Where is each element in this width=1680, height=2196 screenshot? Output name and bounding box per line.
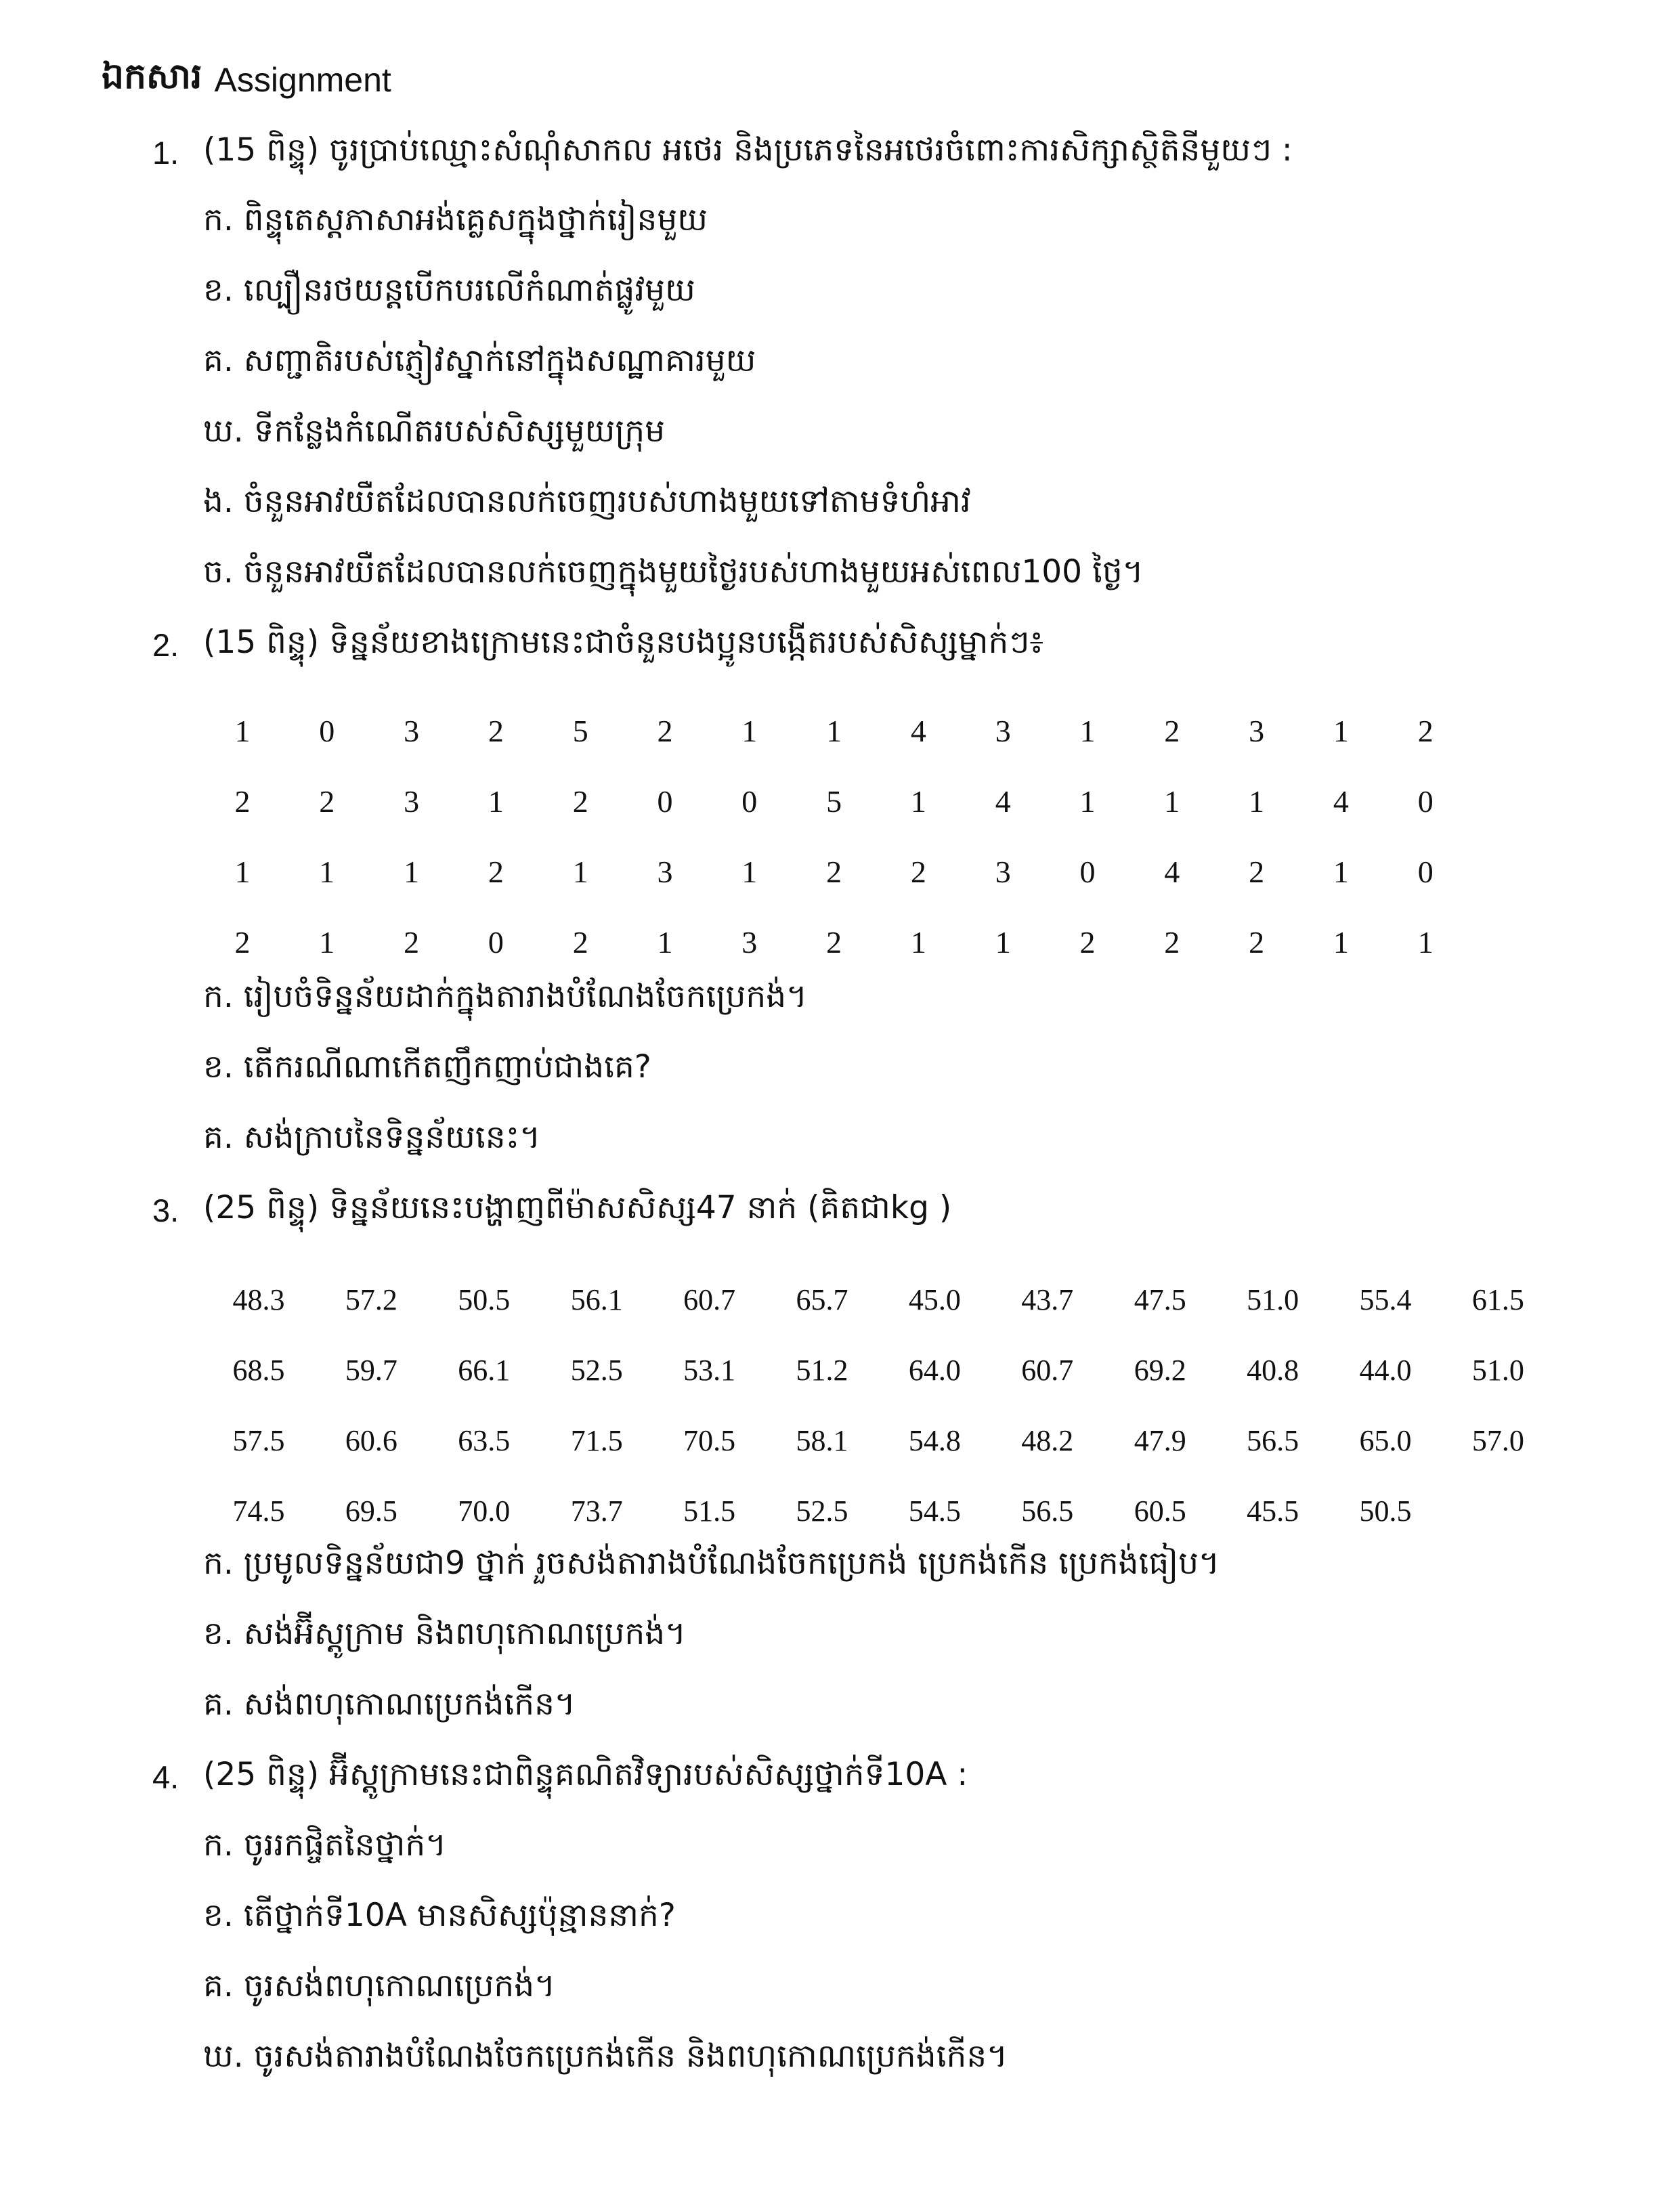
data-cell: 4 bbox=[910, 714, 926, 748]
data-cell: 54.8 bbox=[908, 1424, 961, 1457]
data-cell: 44.0 bbox=[1359, 1354, 1412, 1387]
question-2-title bbox=[152, 618, 1043, 672]
data-cell: 1 bbox=[234, 714, 251, 748]
data-cell: 3 bbox=[404, 714, 420, 748]
data-cell: 60.7 bbox=[1021, 1354, 1074, 1387]
data-cell: 56.5 bbox=[1247, 1424, 1299, 1457]
question-1-title bbox=[152, 125, 1293, 179]
heading-english: Assignment bbox=[214, 61, 391, 99]
question-1-number: 1. bbox=[152, 134, 179, 171]
data-cell: 2 bbox=[1164, 925, 1180, 960]
data-cell: 0 bbox=[1417, 784, 1434, 819]
data-cell: 48.2 bbox=[1021, 1424, 1074, 1457]
data-cell: 5 bbox=[572, 714, 588, 748]
data-cell: 1 bbox=[488, 784, 504, 819]
data-cell: 74.5 bbox=[232, 1494, 285, 1528]
data-cell: 56.1 bbox=[570, 1283, 623, 1316]
data-cell: 69.2 bbox=[1134, 1354, 1186, 1387]
data-cell: 64.0 bbox=[908, 1354, 961, 1387]
data-cell: 2 bbox=[319, 784, 335, 819]
data-cell: 65.0 bbox=[1359, 1424, 1412, 1457]
data-cell: 1 bbox=[910, 784, 926, 819]
data-cell: 2 bbox=[488, 714, 504, 748]
data-cell: 3 bbox=[995, 714, 1011, 748]
data-cell: 51.5 bbox=[683, 1494, 736, 1528]
data-cell: 1 bbox=[234, 855, 251, 889]
question-2-item: គ. សង់ក្រាបនៃទិន្នន័យនេះ។ bbox=[203, 1118, 541, 1156]
data-cell: 65.7 bbox=[796, 1283, 848, 1316]
question-3-data-grid bbox=[223, 1280, 1571, 1564]
data-cell: 2 bbox=[1249, 925, 1265, 960]
question-2-number: 2. bbox=[152, 626, 179, 663]
data-cell: 60.6 bbox=[345, 1424, 397, 1457]
data-cell: 1 bbox=[1079, 714, 1096, 748]
data-cell: 55.4 bbox=[1359, 1283, 1412, 1316]
data-cell: 48.3 bbox=[232, 1283, 285, 1316]
data-cell: 3 bbox=[741, 925, 758, 960]
data-cell: 2 bbox=[910, 855, 926, 889]
data-cell: 1 bbox=[741, 855, 758, 889]
data-cell: 47.5 bbox=[1134, 1283, 1186, 1316]
document-heading bbox=[102, 53, 391, 107]
data-cell: 53.1 bbox=[683, 1354, 736, 1387]
question-1-item: ង. ចំនួនអាវយឺតដែលបានលក់ចេញរបស់ហាងមួយទៅតាមទំហំអាវ bbox=[203, 482, 971, 520]
data-cell: 4 bbox=[995, 784, 1011, 819]
data-cell: 1 bbox=[657, 925, 673, 960]
question-2-item: ក. រៀបចំទិន្នន័យដាក់ក្នុងតារាងបំណែងចែកប្រេកង់។ bbox=[203, 977, 808, 1015]
data-row bbox=[223, 922, 1456, 963]
data-cell: 4 bbox=[1333, 784, 1349, 819]
question-3-item: ក. ប្រមូលទិន្នន័យជា9 ថ្នាក់ រួចសង់តារាងបំណែងចែកប្រេកង់ ប្រេកង់កើន ប្រេកង់ធៀប។ bbox=[203, 1544, 1220, 1582]
question-4-text: (25 ពិន្ទុ) អ៊ីស្តូក្រាមនេះជាពិន្ទុគណិតវិទ្យារបស់សិស្សថ្នាក់ទី10A : bbox=[203, 1755, 968, 1793]
data-cell: 57.5 bbox=[232, 1424, 285, 1457]
data-cell: 1 bbox=[826, 714, 842, 748]
data-cell: 68.5 bbox=[232, 1354, 285, 1387]
data-row bbox=[223, 1491, 1571, 1532]
data-cell: 43.7 bbox=[1021, 1283, 1074, 1316]
data-cell: 0 bbox=[741, 784, 758, 819]
data-cell: 69.5 bbox=[345, 1494, 397, 1528]
data-cell: 52.5 bbox=[570, 1354, 623, 1387]
data-cell: 51.0 bbox=[1247, 1283, 1299, 1316]
question-4-item: គ. ចូរសង់ពហុកោណប្រេកង់។ bbox=[203, 1966, 556, 2004]
data-cell: 1 bbox=[404, 855, 420, 889]
question-1-item: ខ. ល្បឿនរថយន្តបើកបរលើកំណាត់ផ្លូវមួយ bbox=[203, 271, 695, 309]
data-cell: 1 bbox=[1333, 714, 1349, 748]
data-cell: 3 bbox=[1249, 714, 1265, 748]
data-cell: 3 bbox=[657, 855, 673, 889]
data-cell: 73.7 bbox=[570, 1494, 623, 1528]
question-1-item: ឃ. ទីកន្លែងកំណើតរបស់សិស្សមួយក្រុម bbox=[203, 412, 666, 450]
data-cell: 1 bbox=[1417, 925, 1434, 960]
data-cell: 63.5 bbox=[458, 1424, 511, 1457]
data-cell: 0 bbox=[1417, 855, 1434, 889]
question-4-number: 4. bbox=[152, 1759, 179, 1795]
data-cell: 1 bbox=[1249, 784, 1265, 819]
data-cell: 70.0 bbox=[458, 1494, 511, 1528]
data-cell: 58.1 bbox=[796, 1424, 848, 1457]
data-cell: 4 bbox=[1164, 855, 1180, 889]
data-cell: 50.5 bbox=[1359, 1494, 1412, 1528]
data-cell: 2 bbox=[572, 925, 588, 960]
data-cell: 1 bbox=[910, 925, 926, 960]
data-cell: 5 bbox=[826, 784, 842, 819]
data-cell: 3 bbox=[995, 855, 1011, 889]
question-4-title bbox=[152, 1750, 968, 1804]
question-4-item: ខ. តើថ្នាក់ទី10A មានសិស្សប៉ុន្មាននាក់? bbox=[203, 1896, 676, 1934]
question-1-text: (15 ពិន្ទុ) ចូរប្រាប់ឈ្មោះសំណុំសាកល អថេរ និងប្រភេទនៃអថេរចំពោះការសិក្សាស្ថិតិនីមួយៗ : bbox=[203, 131, 1293, 169]
data-row bbox=[223, 1421, 1571, 1461]
data-cell: 1 bbox=[572, 855, 588, 889]
data-cell: 2 bbox=[1249, 855, 1265, 889]
data-cell: 0 bbox=[319, 714, 335, 748]
data-cell: 71.5 bbox=[570, 1424, 623, 1457]
question-3-item: ខ. សង់អ៊ីស្តូក្រាម និងពហុកោណប្រេកង់។ bbox=[203, 1614, 687, 1652]
data-cell: 60.5 bbox=[1134, 1494, 1186, 1528]
question-3-item: គ. សង់ពហុកោណប្រេកង់កើន។ bbox=[203, 1685, 576, 1723]
data-cell: 0 bbox=[1079, 855, 1096, 889]
question-3-text: (25 ពិន្ទុ) ទិន្នន័យនេះបង្ហាញពីម៉ាសសិស្ស47 នាក់ (គិតជាkg ) bbox=[203, 1188, 952, 1226]
data-cell: 2 bbox=[488, 855, 504, 889]
data-cell: 2 bbox=[1079, 925, 1096, 960]
data-cell: 66.1 bbox=[458, 1354, 511, 1387]
question-1-item: ក. ពិន្ទុតេស្តភាសាអង់គ្លេសក្នុងថ្នាក់រៀនមួយ bbox=[203, 200, 708, 238]
data-cell: 2 bbox=[657, 714, 673, 748]
data-cell: 1 bbox=[1079, 784, 1096, 819]
data-row bbox=[223, 711, 1456, 752]
data-cell: 1 bbox=[319, 855, 335, 889]
data-cell: 1 bbox=[1164, 784, 1180, 819]
question-1-item: គ. សញ្ជាតិរបស់ភ្ញៀវស្នាក់នៅក្នុងសណ្ឋាគារមួយ bbox=[203, 341, 756, 379]
question-1-item: ច. ចំនួនអាវយឺតដែលបានលក់ចេញក្នុងមួយថ្ងៃរបស់ហាងមួយអស់ពេល100 ថ្ងៃ។ bbox=[203, 553, 1144, 590]
data-cell: 2 bbox=[826, 925, 842, 960]
data-cell: 61.5 bbox=[1471, 1283, 1524, 1316]
data-cell: 51.0 bbox=[1471, 1354, 1524, 1387]
question-2-text: (15 ពិន្ទុ) ទិន្នន័យខាងក្រោមនេះជាចំនួនបងប្អូនបង្កើតរបស់សិស្សម្នាក់ៗ៖ bbox=[203, 623, 1044, 661]
data-cell: 2 bbox=[572, 784, 588, 819]
data-cell: 54.5 bbox=[908, 1494, 961, 1528]
data-cell: 1 bbox=[1333, 925, 1349, 960]
data-cell: 2 bbox=[234, 925, 251, 960]
data-cell: 0 bbox=[657, 784, 673, 819]
data-cell: 2 bbox=[234, 784, 251, 819]
data-cell: 1 bbox=[319, 925, 335, 960]
data-cell: 57.0 bbox=[1471, 1424, 1524, 1457]
data-cell: 1 bbox=[741, 714, 758, 748]
question-3-number: 3. bbox=[152, 1192, 179, 1228]
data-cell: 1 bbox=[1333, 855, 1349, 889]
data-cell: 57.2 bbox=[345, 1283, 397, 1316]
data-cell: 45.0 bbox=[908, 1283, 961, 1316]
data-cell: 60.7 bbox=[683, 1283, 736, 1316]
data-cell: 51.2 bbox=[796, 1354, 848, 1387]
question-2-item: ខ. តើករណីណាកើតញឹកញាប់ជាងគេ? bbox=[203, 1048, 651, 1085]
data-cell: 0 bbox=[488, 925, 504, 960]
data-cell: 2 bbox=[1164, 714, 1180, 748]
data-cell: 56.5 bbox=[1021, 1494, 1074, 1528]
question-4-item: ក. ចូររកផ្ចិតនៃថ្នាក់។ bbox=[203, 1826, 447, 1864]
data-row bbox=[223, 1350, 1571, 1391]
question-4-item: ឃ. ចូរសង់តារាងបំណែងចែកប្រេកង់កើន និងពហុកោណប្រេកង់កើន។ bbox=[203, 2037, 1008, 2075]
heading-khmer: ឯកសារ bbox=[102, 56, 202, 97]
data-cell: 45.5 bbox=[1247, 1494, 1299, 1528]
data-row bbox=[223, 781, 1456, 822]
data-cell: 40.8 bbox=[1247, 1354, 1299, 1387]
question-3-title bbox=[152, 1183, 951, 1237]
data-cell: 2 bbox=[404, 925, 420, 960]
question-2-data-grid bbox=[223, 711, 1456, 995]
data-cell: 3 bbox=[404, 784, 420, 819]
data-cell: 52.5 bbox=[796, 1494, 848, 1528]
data-row bbox=[223, 1280, 1571, 1320]
data-cell: 2 bbox=[826, 855, 842, 889]
data-cell: 47.9 bbox=[1134, 1424, 1186, 1457]
data-cell: 70.5 bbox=[683, 1424, 736, 1457]
data-cell: 50.5 bbox=[458, 1283, 511, 1316]
data-row bbox=[223, 852, 1456, 892]
data-cell: 2 bbox=[1417, 714, 1434, 748]
data-cell: 1 bbox=[995, 925, 1011, 960]
data-cell: 59.7 bbox=[345, 1354, 397, 1387]
